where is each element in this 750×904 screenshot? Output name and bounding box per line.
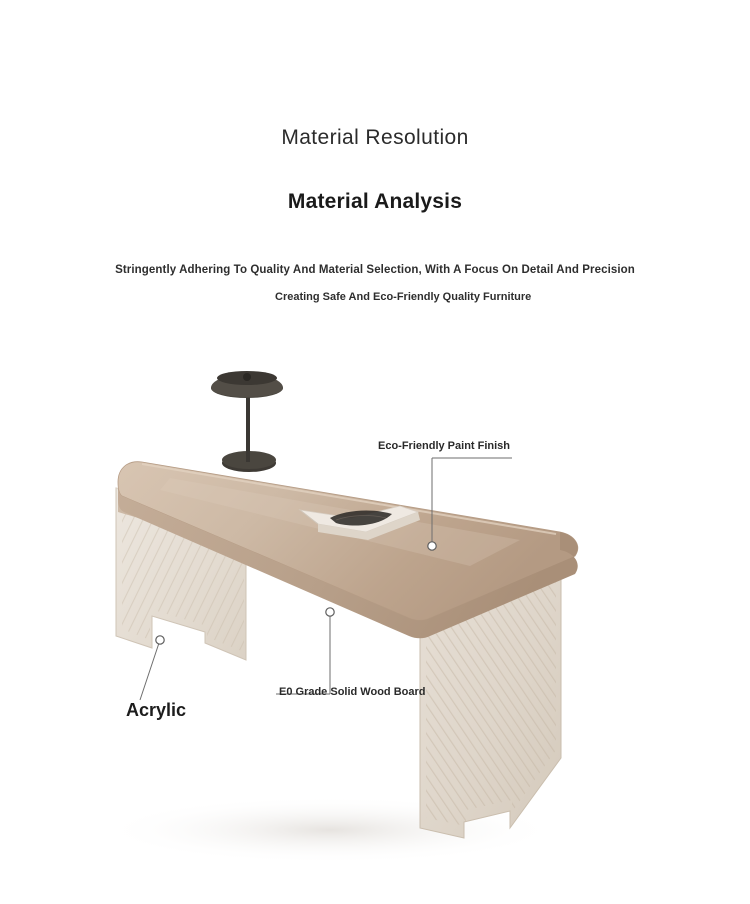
page-subtitle: Material Analysis bbox=[287, 190, 463, 213]
callout-label-e0-grade-solid-wood-board: E0 Grade Solid Wood Board bbox=[279, 686, 426, 698]
header-block bbox=[0, 126, 750, 303]
description-line-2: Creating Safe And Eco-Friendly Quality Furniture bbox=[275, 291, 532, 303]
callout-label-acrylic: Acrylic bbox=[126, 700, 187, 720]
table-lamp bbox=[211, 371, 283, 472]
product-illustration bbox=[0, 360, 750, 880]
description-line-1: Stringently Adhering To Quality And Material Selection, With A Focus On Detail And Precision bbox=[115, 264, 635, 276]
page-title: Material Resolution bbox=[281, 126, 469, 149]
callout-label-eco-friendly-paint-finish: Eco-Friendly Paint Finish bbox=[378, 440, 511, 452]
